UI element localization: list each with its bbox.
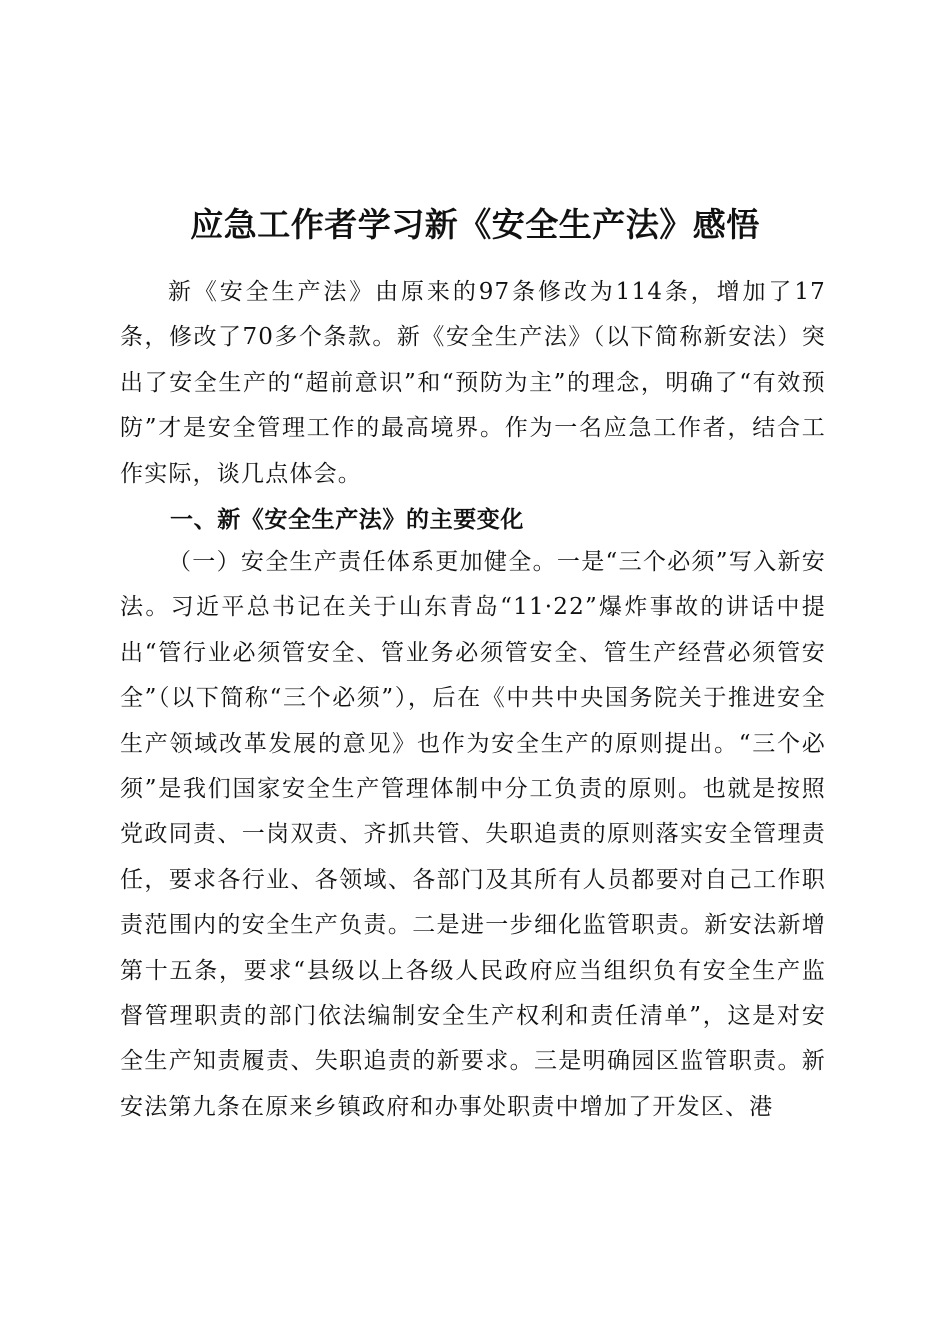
- document-title: 应急工作者学习新《安全生产法》感悟: [190, 205, 760, 245]
- intro-paragraph: 新《安全生产法》由原来的97条修改为114条，增加了17条，修改了70多个条款。新《安全生产法》（以下简称新安法）突出了安全生产的“超前意识”和“预防为主”的理念，明确了“有效预防”才是安全管理工作的最高境界。作为一名应急工作者，结合工作实际，谈几点体会。: [120, 279, 826, 487]
- section-1-paragraph: （一）安全生产责任体系更加健全。一是“三个必须”写入新安法。习近平总书记在关于山东青岛“11·22”爆炸事故的讲话中提出“管行业必须管安全、管业务必须管安全、管生产经营必须管安全”（以下简称“三个必须”），后在《中共中央国务院关于推进安全生产领域改革发展的意见》也作为安全生产的原则提出。“三个必须”是我们国家安全生产管理体制中分工负责的原则。也就是按照党政同责、一岗双责、齐抓共管、失职追责的原则落实安全管理责任，要求各行业、各领域、各部门及其所有人员都要对自己工作职责范围内的安全生产负责。二是进一步细化监管职责。新安法新增第十五条，要求“县级以上各级人民政府应当组织负有安全生产监督管理职责的部门依法编制安全生产权利和责任清单”，这是对安全生产知责履责、失职追责的新要求。三是明确园区监管职责。新安法第九条在原来乡镇政府和办事处职责中增加了开发区、港: [120, 549, 826, 1120]
- section-heading-1: 一、新《安全生产法》的主要变化: [170, 506, 524, 533]
